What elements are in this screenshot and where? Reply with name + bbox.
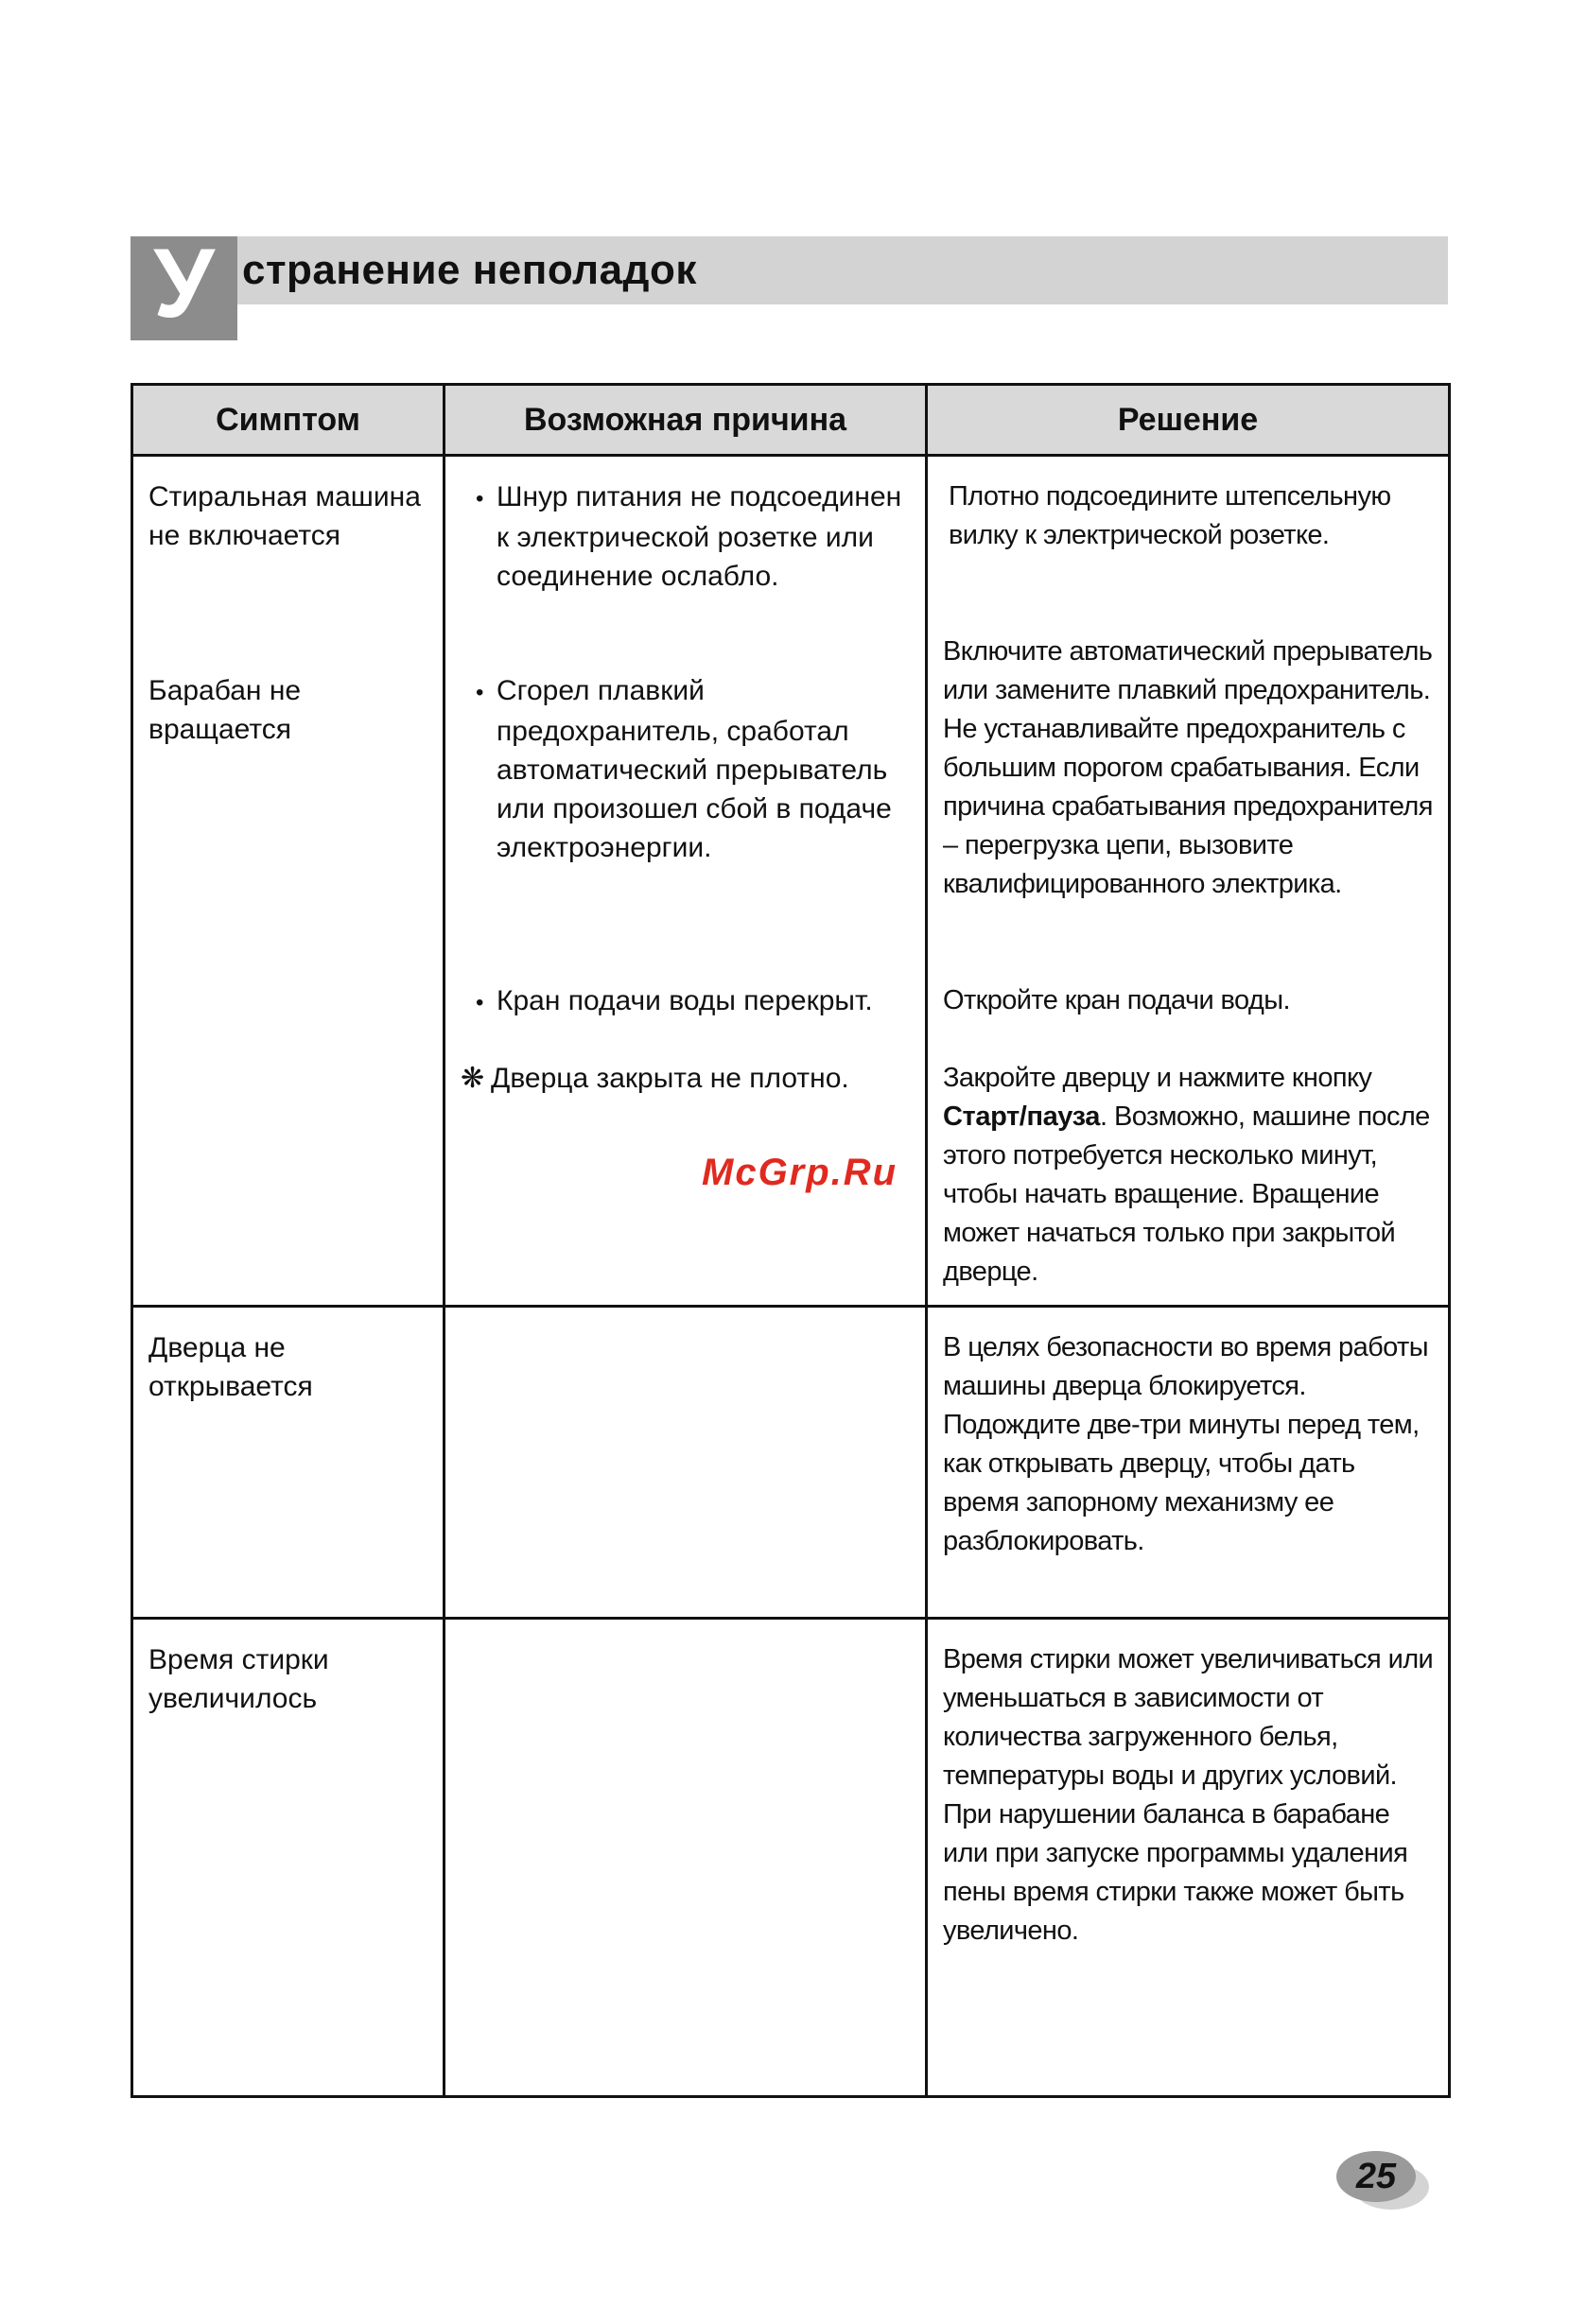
- start-pause-label: Старт/пауза: [943, 1101, 1101, 1132]
- asterisk-icon: ❋: [461, 1063, 485, 1094]
- bullet-icon: •: [476, 990, 484, 1015]
- solution-cell: [927, 1307, 1450, 1619]
- solution-text: В целях безопасности во время работы машины дверца блокируется. Подождите две-три минуты перед тем, как открывать дверцу, чтобы дать время запорному механизму ее разблокировать.: [943, 1332, 1428, 1556]
- page-number: 25: [1355, 2157, 1397, 2196]
- symptom-text: Время стирки увеличилось: [148, 1644, 329, 1714]
- cause-item: • Шнур питания не подсоединен к электрической розетке или соединение ослабло.: [476, 481, 902, 592]
- symptom-text: Дверца не открывается: [148, 1332, 313, 1402]
- solution-text: Включите автоматический прерыватель или замените плавкий предохранитель. Не устанавливайте предохранитель с большим порогом срабатывания. Если причина срабатывания предохранителя – перегрузка цепи, вызовите квалифицированного электрика.: [943, 636, 1433, 899]
- solution-cell: [927, 1619, 1450, 2097]
- solution-text: Закройте дверцу и нажмите кнопку Старт/пауза. Возможно, машине после этого потребуется несколько минут, чтобы начать вращение. Вращение может начаться только при закрытой дверце.: [943, 1063, 1430, 1287]
- symptom-cell: [132, 456, 445, 1307]
- cause-cell: [445, 1619, 927, 2097]
- table-header-row: [132, 385, 1450, 456]
- page-number-badge: [1336, 2151, 1431, 2208]
- cause-item: • Сгорел плавкий предохранитель, сработал автоматический прерыватель или произошел сбой в подаче электроэнергии.: [476, 675, 892, 863]
- table-row: [132, 1619, 1450, 2097]
- symptom-text: Стиральная машина не включается: [148, 481, 421, 551]
- table-row: [132, 1307, 1450, 1619]
- column-header-solution: Решение: [927, 385, 1450, 456]
- cause-item: ❋ Дверца закрыта не плотно.: [461, 1059, 912, 1098]
- symptom-cell: [132, 1619, 445, 2097]
- cause-cell: [445, 1307, 927, 1619]
- solution-text: Плотно подсоедините штепсельную вилку к электрической розетке.: [949, 481, 1391, 550]
- watermark: McGrp.Ru: [702, 1152, 898, 1193]
- solution-text: Время стирки может увеличиваться или уменьшаться в зависимости от количества загруженного белья, температуры воды и других условий. При нарушении баланса в барабане или при запуске программы удаления пены время стирки также может быть увеличено.: [943, 1644, 1434, 1946]
- symptom-cell: [132, 1307, 445, 1619]
- column-header-symptom: Симптом: [132, 385, 445, 456]
- bullet-icon: •: [476, 486, 484, 512]
- symptom-text: Барабан не вращается: [148, 675, 302, 745]
- page-title: странение неполадок: [242, 247, 697, 293]
- solution-text: Откройте кран подачи воды.: [943, 985, 1290, 1015]
- bullet-icon: •: [476, 680, 484, 705]
- title-initial: У: [153, 229, 215, 338]
- troubleshooting-table: [131, 383, 1451, 2098]
- solution-cell: [927, 456, 1450, 1307]
- cause-item: • Кран подачи воды перекрыт.: [461, 981, 912, 1059]
- title-initial-box: [131, 229, 237, 340]
- column-header-cause: Возможная причина: [445, 385, 927, 456]
